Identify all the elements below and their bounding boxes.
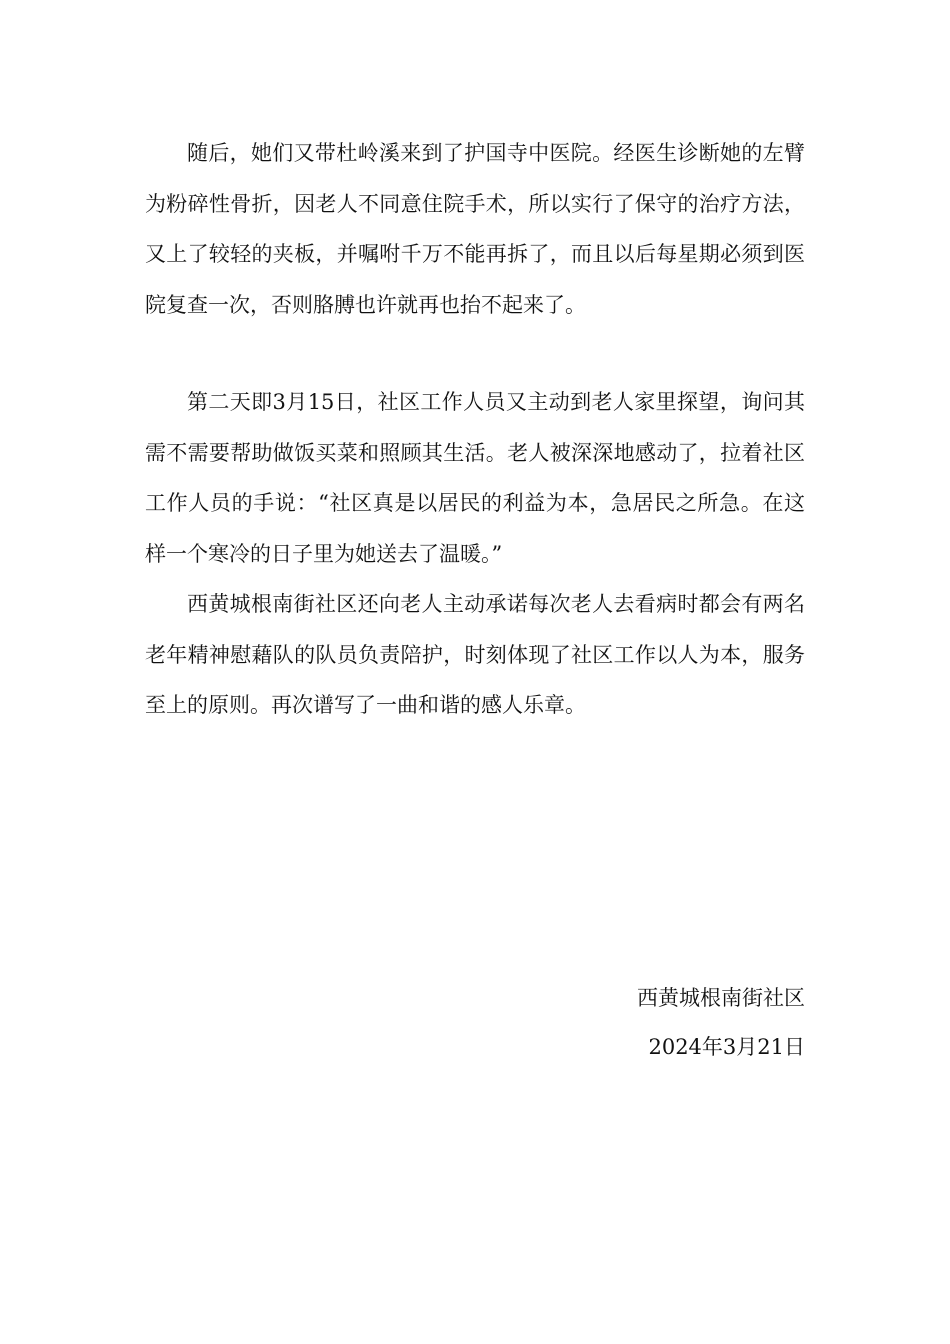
paragraph-home-visit: 第二天即3月15日，社区工作人员又主动到老人家里探望，询问其需不需要帮助做饭买菜和照顾其生活。老人被深深地感动了，拉着社区工作人员的手说：“社区真是以居民的利益为本，急居民之所急。在这样一个寒冷的日子里为她送去了温暖。”: [145, 390, 805, 566]
paragraph-community-commitment: 西黄城根南街社区还向老人主动承诺每次老人去看病时都会有两名老年精神慰藉队的队员负责陪护，时刻体现了社区工作以人为本，服务至上的原则。再次谱写了一曲和谐的感人乐章。: [145, 592, 805, 717]
signature-date: 2024年3月21日: [648, 1035, 805, 1059]
paragraph-hospital-visit: 随后，她们又带杜岭溪来到了护国寺中医院。经医生诊断她的左臂为粉碎性骨折，因老人不同意住院手术，所以实行了保守的治疗方法，又上了较轻的夹板，并嘱咐千万不能再拆了，而且以后每星期必须到医院复查一次，否则胳膊也许就再也抬不起来了。: [145, 141, 805, 317]
signature-organization: 西黄城根南街社区: [637, 986, 805, 1010]
